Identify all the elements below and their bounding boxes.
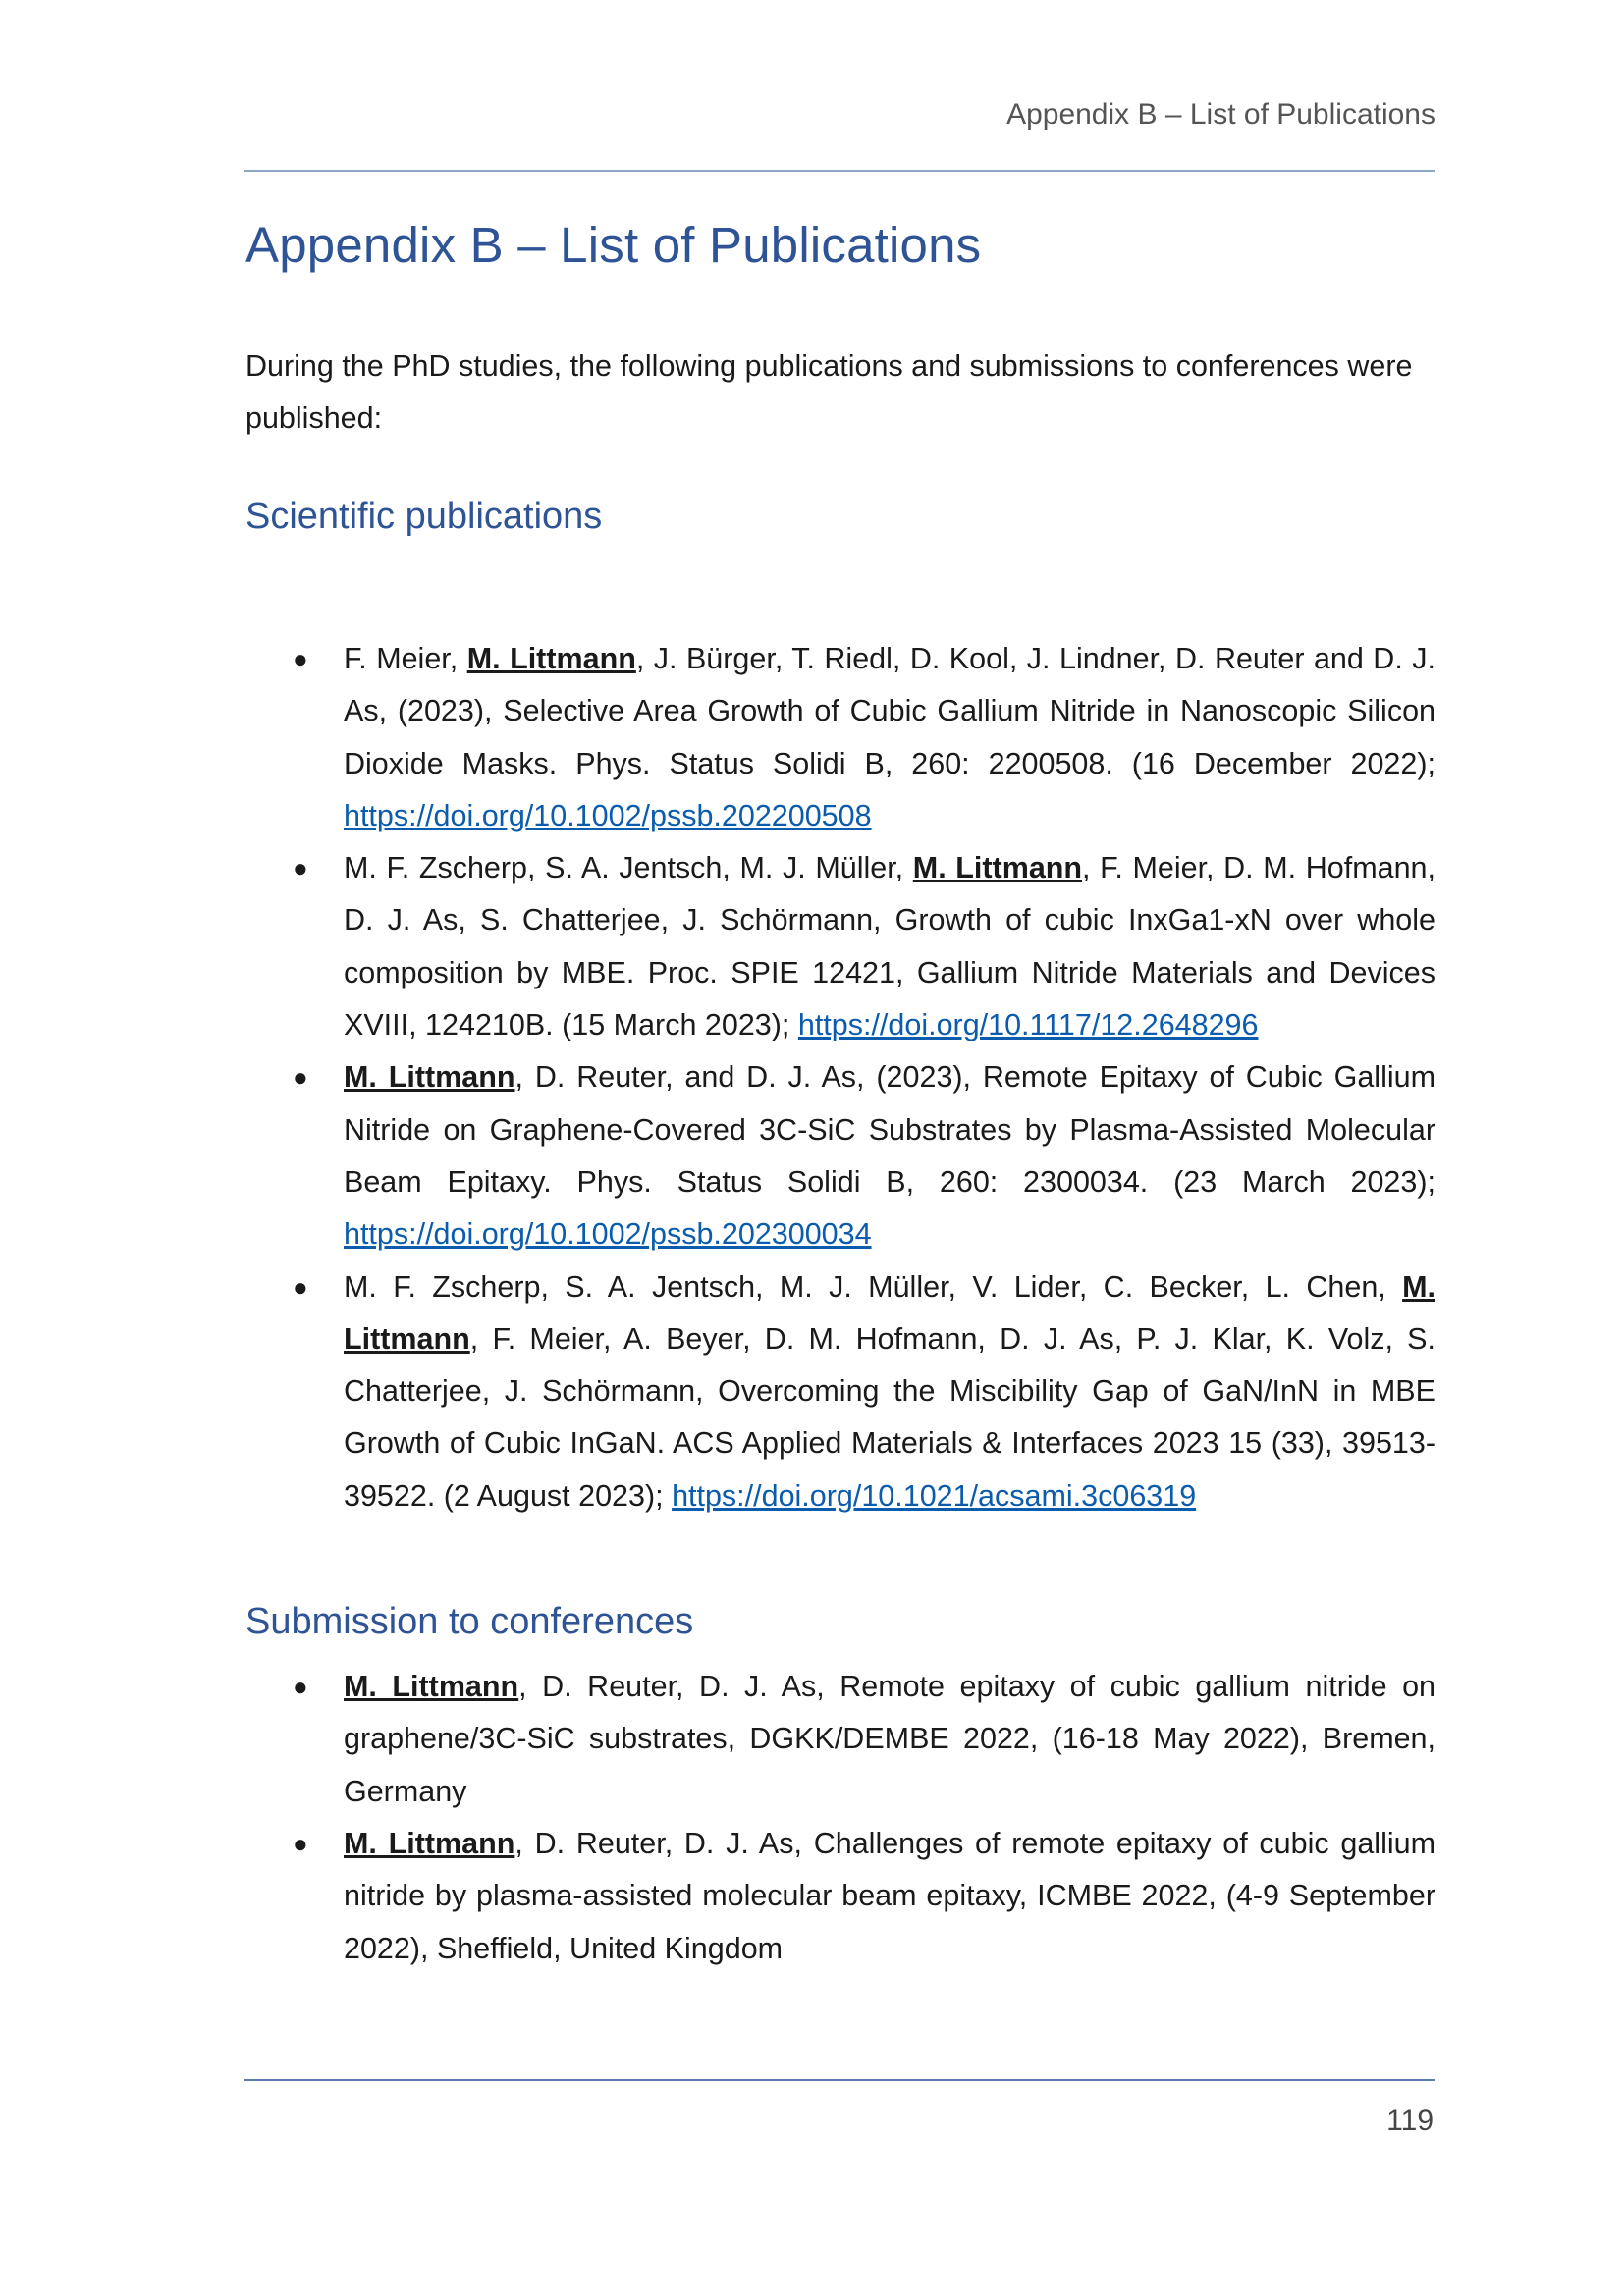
author-name: M. Littmann — [466, 642, 636, 675]
list-item: ● M. F. Zscherp, S. A. Jentsch, M. J. Müller, V. Lider, C. Becker, L. Chen, M. Littmann, F. Meier, A. Beyer, D. M. Hofmann, D. J. As, P. J. Klar, K. Volz, S. Chatterjee, J. Schörmann, Overcoming the Miscibility Gap of GaN/InN in MBE Growth of Cubic InGaN. ACS Applied Materials & Interfaces 2023 15 (33), 39513-39522. (2 August 2023); https://doi.org/10.1021/acsami.3c06319 — [245, 1261, 1435, 1522]
doi-link[interactable]: https://doi.org/10.1021/acsami.3c06319 — [672, 1478, 1197, 1513]
author-name: M. Littmann — [344, 1060, 515, 1095]
bullet-icon: ● — [293, 644, 308, 673]
footer-rule — [244, 2079, 1435, 2081]
author-name: M. Littmann — [344, 1269, 1435, 1356]
section-heading-conferences: Submission to conferences — [245, 1601, 694, 1643]
doi-link[interactable]: https://doi.org/10.1002/pssb.202200508 — [344, 798, 872, 832]
bullet-icon: ● — [293, 1828, 308, 1858]
author-name: M. Littmann — [344, 1826, 515, 1860]
running-header: Appendix B – List of Publications — [1006, 98, 1435, 131]
list-item: ● M. Littmann, D. Reuter, and D. J. As, (2023), Remote Epitaxy of Cubic Gallium Nitride on Graphene-Covered 3C-SiC Substrates by Plasma-Assisted Molecular Beam Epitaxy. Phys. Status Solidi B, 260: 2300034. (23 March 2023); https://doi.org/10.1002/pssb.202300034 — [245, 1051, 1435, 1260]
list-item: ● M. F. Zscherp, S. A. Jentsch, M. J. Müller, M. Littmann, F. Meier, D. M. Hofmann, D. J. As, S. Chatterjee, J. Schörmann, Growth of cubic InxGa1-xN over whole composition by MBE. Proc. SPIE 12421, Gallium Nitride Materials and Devices XVIII, 124210B. (15 March 2023); https://doi.org/10.1117/12.2648296 — [245, 842, 1435, 1051]
list-item: ● M. Littmann, D. Reuter, D. J. As, Remote epitaxy of cubic gallium nitride on graphene/3C-SiC substrates, DGKK/DEMBE 2022, (16-18 May 2022), Bremen, Germany — [245, 1661, 1435, 1818]
main-content — [245, 216, 1435, 1975]
page-title: Appendix B – List of Publications — [245, 217, 982, 273]
doi-link[interactable]: https://doi.org/10.1117/12.2648296 — [797, 1008, 1259, 1042]
bullet-icon: ● — [293, 1271, 308, 1302]
author-name: M. Littmann — [344, 1670, 519, 1704]
conference-list — [245, 1661, 1435, 1975]
header-rule — [244, 170, 1435, 172]
doi-link[interactable]: https://doi.org/10.1002/pssb.202300034 — [344, 1217, 872, 1252]
section-heading-scientific: Scientific publications — [245, 496, 603, 537]
publication-list — [245, 633, 1435, 1522]
page-number: 119 — [1386, 2105, 1434, 2137]
bullet-icon: ● — [293, 1062, 308, 1093]
list-item: ● M. Littmann, D. Reuter, D. J. As, Challenges of remote epitaxy of cubic gallium nitride by plasma-assisted molecular beam epitaxy, ICMBE 2022, (4-9 September 2022), Sheffield, United Kingdom — [245, 1818, 1435, 1975]
bullet-icon: ● — [293, 1672, 308, 1702]
intro-paragraph: During the PhD studies, the following publications and submissions to conferences were published: — [245, 349, 1413, 435]
bullet-icon: ● — [293, 853, 308, 883]
list-item: ● F. Meier, M. Littmann, J. Bürger, T. Riedl, D. Kool, J. Lindner, D. Reuter and D. J. As, (2023), Selective Area Growth of Cubic Gallium Nitride in Nanoscopic Silicon Dioxide Masks. Phys. Status Solidi B, 260: 2200508. (16 December 2022); https://doi.org/10.1002/pssb.202200508 — [245, 633, 1435, 842]
author-name: M. Littmann — [912, 851, 1083, 885]
